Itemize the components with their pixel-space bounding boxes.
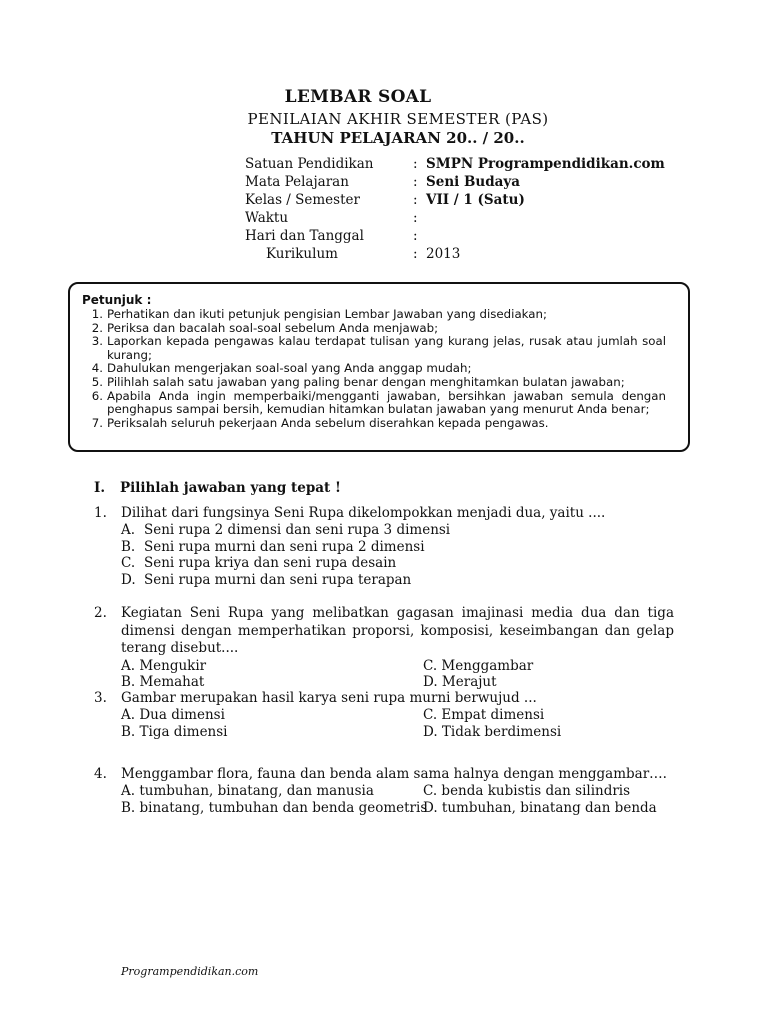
document-title: LEMBAR SOAL bbox=[284, 87, 432, 107]
option-d: D. Merajut bbox=[423, 674, 497, 690]
option-c: C. benda kubistis dan silindris bbox=[423, 783, 631, 799]
option-list bbox=[94, 658, 674, 691]
instructions-title: Petunjuk : bbox=[82, 293, 152, 307]
question-number: 1. bbox=[94, 505, 107, 521]
option-a: A. Dua dimensi bbox=[121, 707, 225, 723]
option-c: C. Empat dimensi bbox=[423, 707, 545, 723]
academic-year: TAHUN PELAJARAN 20.. / 20.. bbox=[271, 129, 525, 147]
option-b bbox=[121, 539, 674, 556]
info-value: SMPN Programpendidikan.com bbox=[426, 156, 665, 172]
option-letter: C. bbox=[121, 555, 136, 571]
info-colon: : bbox=[413, 174, 418, 190]
instruction-text: Apabila Anda ingin memperbaiki/mengganti jawaban, bersihkan jawaban semula dengan penghapus sampai bersih, kemudian hitamkan bulatan jawaban yang menurut Anda benar; bbox=[107, 388, 666, 417]
option-b: B. Tiga dimensi bbox=[121, 723, 228, 740]
option-b: B. Memahat bbox=[121, 674, 205, 690]
instruction-text: Periksalah seluruh pekerjaan Anda sebelum diserahkan kepada pengawas. bbox=[107, 415, 549, 430]
option-list bbox=[94, 522, 674, 588]
option-d: D. Tidak berdimensi bbox=[423, 723, 562, 740]
option-row bbox=[121, 674, 674, 691]
question-3 bbox=[94, 690, 674, 740]
question-number: 3. bbox=[94, 690, 107, 706]
instruction-text: Perhatikan dan ikuti petunjuk pengisian Lembar Jawaban yang disediakan; bbox=[107, 307, 547, 321]
question-number: 4. bbox=[94, 766, 107, 782]
info-label: Mata Pelajaran bbox=[245, 174, 349, 190]
instructions-box bbox=[68, 282, 690, 452]
document-subtitle: PENILAIAN AKHIR SEMESTER (PAS) bbox=[247, 110, 549, 128]
instructions-list bbox=[88, 308, 666, 430]
option-row bbox=[121, 724, 674, 741]
question-number: 2. bbox=[94, 605, 107, 621]
option-text: Seni rupa kriya dan seni rupa desain bbox=[144, 555, 397, 571]
instruction-number: 4. bbox=[91, 361, 103, 376]
info-label: Satuan Pendidikan bbox=[245, 156, 374, 172]
option-text: Seni rupa murni dan seni rupa terapan bbox=[144, 571, 412, 588]
instruction-number: 3. bbox=[91, 334, 103, 349]
option-a bbox=[121, 522, 674, 539]
option-a: A. Mengukir bbox=[121, 657, 207, 674]
instruction-number: 1. bbox=[91, 307, 103, 321]
option-c: C. Menggambar bbox=[423, 657, 534, 674]
instruction-item bbox=[88, 322, 666, 336]
option-list bbox=[94, 707, 674, 740]
info-label: Kurikulum bbox=[266, 246, 338, 262]
question-text: Kegiatan Seni Rupa yang melibatkan gagasan imajinasi media dua dan tiga dimensi dengan memperhatikan proporsi, komposisi, keseimbangan dan gelap terang disebut.... bbox=[121, 605, 674, 656]
instruction-item bbox=[88, 362, 666, 376]
question-4 bbox=[94, 766, 674, 816]
instruction-text: Pilihlah salah satu jawaban yang paling benar dengan menghitamkan bulatan jawaban; bbox=[107, 374, 625, 389]
option-row bbox=[121, 658, 674, 675]
instruction-number: 2. bbox=[91, 320, 103, 335]
option-a: A. tumbuhan, binatang, dan manusia bbox=[121, 783, 374, 799]
instruction-item bbox=[88, 376, 666, 390]
option-text: Seni rupa murni dan seni rupa 2 dimensi bbox=[144, 538, 425, 555]
instruction-text: Dahulukan mengerjakan soal-soal yang Anda anggap mudah; bbox=[107, 361, 472, 376]
option-row bbox=[121, 800, 674, 817]
option-c bbox=[121, 555, 674, 572]
option-letter: D. bbox=[121, 571, 136, 588]
info-colon: : bbox=[413, 228, 418, 244]
info-label: Hari dan Tanggal bbox=[245, 228, 364, 244]
option-list bbox=[94, 783, 674, 816]
option-d: D. tumbuhan, binatang dan benda bbox=[423, 799, 657, 816]
question-stem bbox=[94, 505, 674, 522]
question-text: Dilihat dari fungsinya Seni Rupa dikelompokkan menjadi dua, yaitu .... bbox=[121, 505, 606, 521]
instruction-item bbox=[88, 390, 666, 417]
info-colon: : bbox=[413, 246, 418, 262]
option-b: B. binatang, tumbuhan dan benda geometris bbox=[121, 799, 428, 816]
instruction-item bbox=[88, 308, 666, 322]
question-stem bbox=[94, 605, 674, 658]
question-1 bbox=[94, 505, 674, 588]
instruction-item bbox=[88, 417, 666, 431]
instruction-number: 5. bbox=[91, 374, 103, 389]
instruction-number: 7. bbox=[91, 415, 103, 430]
option-d bbox=[121, 572, 674, 589]
instruction-text: Laporkan kepada pengawas kalau terdapat tulisan yang kurang jelas, rusak atau jumlah soal kurang; bbox=[107, 334, 666, 362]
question-text: Gambar merupakan hasil karya seni rupa murni berwujud ... bbox=[121, 690, 537, 706]
question-text: Menggambar flora, fauna dan benda alam sama halnya dengan menggambar…. bbox=[121, 766, 667, 782]
section-title: Pilihlah jawaban yang tepat ! bbox=[120, 480, 341, 496]
question-stem bbox=[94, 766, 674, 783]
option-row bbox=[121, 707, 674, 724]
info-colon: : bbox=[413, 156, 418, 172]
question-2 bbox=[94, 605, 674, 691]
info-value: 2013 bbox=[426, 246, 461, 262]
info-value: VII / 1 (Satu) bbox=[426, 192, 525, 208]
section-heading bbox=[94, 480, 341, 496]
option-letter: A. bbox=[121, 522, 136, 538]
question-stem bbox=[94, 690, 674, 707]
info-label: Kelas / Semester bbox=[245, 192, 360, 208]
instruction-number: 6. bbox=[91, 388, 103, 403]
info-colon: : bbox=[413, 192, 418, 208]
section-number: I. bbox=[94, 480, 106, 496]
instruction-text: Periksa dan bacalah soal-soal sebelum Anda menjawab; bbox=[107, 320, 439, 335]
option-row bbox=[121, 783, 674, 800]
info-label: Waktu bbox=[245, 210, 289, 226]
option-letter: B. bbox=[121, 538, 136, 555]
page-footer: Programpendidikan.com bbox=[121, 965, 259, 978]
info-value: Seni Budaya bbox=[426, 174, 520, 190]
option-text: Seni rupa 2 dimensi dan seni rupa 3 dimensi bbox=[144, 522, 451, 538]
info-colon: : bbox=[413, 210, 418, 226]
instruction-item bbox=[88, 335, 666, 362]
